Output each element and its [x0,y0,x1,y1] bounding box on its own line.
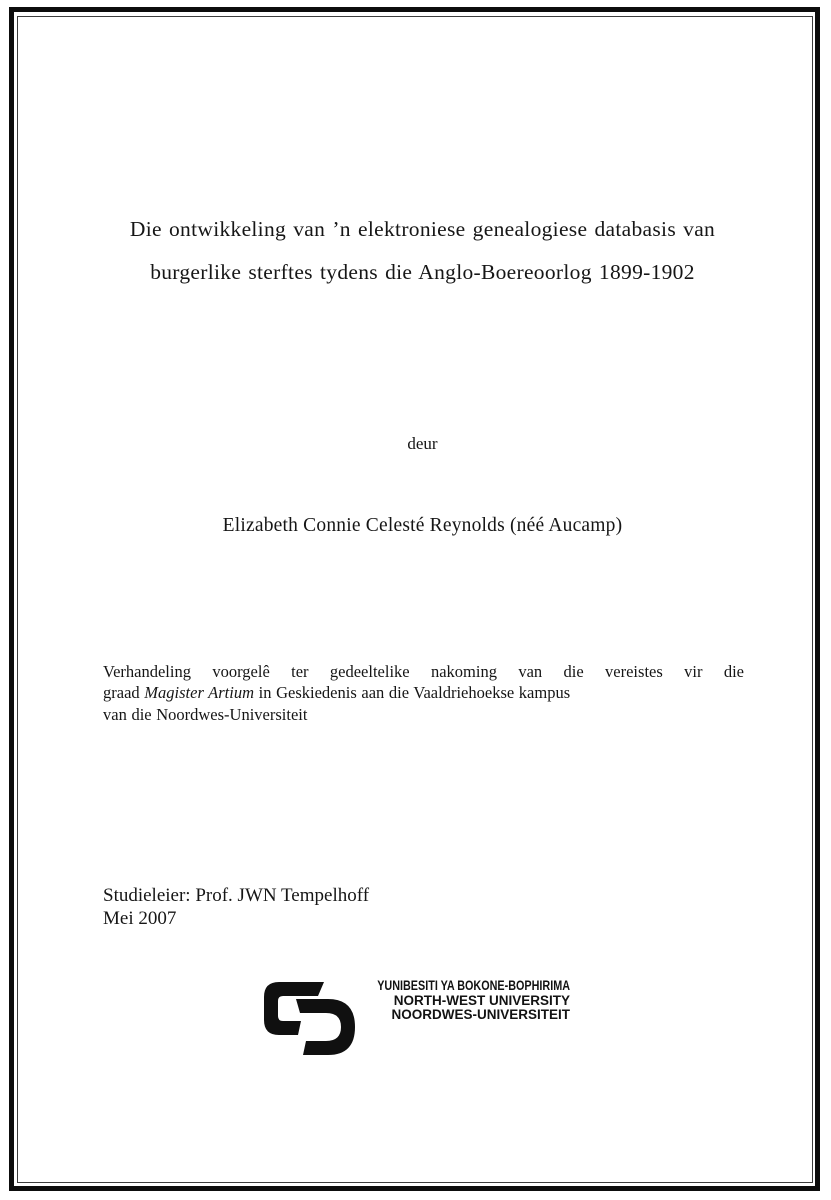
degree-line2-suffix: in Geskiedenis aan die Vaaldriehoekse kampus [254,683,571,703]
thesis-title [14,208,831,294]
degree-statement-line1: Verhandeling voorgelê ter gedeeltelike nakoming van die vereistes vir die [103,662,744,681]
byline-deur: deur [407,434,438,453]
thesis-title-line2: burgerlike sterftes tydens die Anglo-Boereoorlog 1899-1902 [150,260,695,284]
nwu-logo-line2: NORTH-WEST UNIVERSITY [393,992,570,1008]
degree-statement-line3: van die Noordwes-Universiteit [103,704,308,724]
nwu-logo-wordmark [258,979,570,1023]
author-name: Elizabeth Connie Celesté Reynolds (néé Aucamp) [222,515,623,536]
supervisor-line: Studieleier: Prof. JWN Tempelhoff [103,885,370,906]
nwu-logo-line1 [258,979,570,994]
nwu-logo [258,978,570,1058]
nwu-logo-line1-text: YUNIBESITI YA BOKONE-BOPHIRIMA [377,978,570,993]
degree-statement [103,661,744,725]
degree-statement-line2 [103,682,744,703]
degree-line2-prefix: graad [103,683,145,703]
date-line: Mei 2007 [103,908,177,930]
degree-line2-degree-name: Magister Artium [144,683,255,703]
thesis-title-line1: Die ontwikkeling van ’n elektroniese genealogiese databasis van [129,217,716,241]
nwu-logo-line3: NOORDWES-UNIVERSITEIT [391,1007,570,1023]
supervisor-block [103,884,369,931]
